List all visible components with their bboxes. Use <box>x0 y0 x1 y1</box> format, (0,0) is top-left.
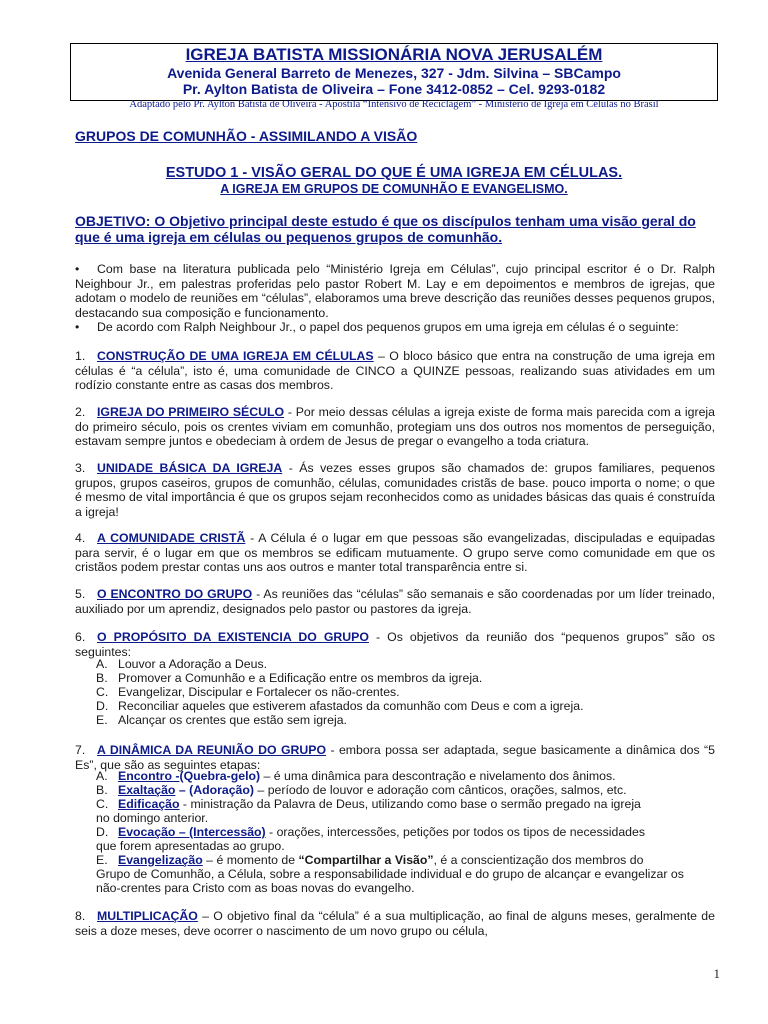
bullet-text: De acordo com Ralph Neighbour Jr., o papel dos pequenos grupos em uma igreja em células é o seguinte: <box>97 320 679 334</box>
list-text: Alcançar os crentes que estão sem igreja. <box>118 713 347 727</box>
item-number: 6. <box>75 630 86 644</box>
item-number: 5. <box>75 587 86 601</box>
list-keyword: Encontro - <box>118 769 180 783</box>
list-item <box>96 769 616 784</box>
numbered-item-3 <box>75 461 715 519</box>
list-item <box>96 671 482 686</box>
list-continuation: não-crentes para Cristo com as boas novas do evangelho. <box>96 881 415 895</box>
item-title: UNIDADE BÁSICA DA IGREJA <box>97 461 283 475</box>
numbered-item-4 <box>75 531 715 575</box>
item-title: A DINÂMICA DA REUNIÃO DO GRUPO <box>97 743 327 757</box>
numbered-item-5 <box>75 587 715 616</box>
page-number: 1 <box>713 966 720 981</box>
item-text: - embora possa ser adaptada, segue basicamente a dinâmica dos “5 Es”, que são as seguintes etapas: <box>75 743 715 772</box>
list-keyword: Exaltação <box>118 783 176 797</box>
list-text: - ministração da Palavra de Deus, utilizando como base o sermão pregado na igreja <box>179 797 641 811</box>
church-address: Avenida General Barreto de Menezes, 327 - Jdm. Silvina – SBCampo <box>167 65 621 81</box>
item-title: IGREJA DO PRIMEIRO SÉCULO <box>97 405 285 419</box>
objective: OBJETIVO: O Objetivo principal deste estudo é que os discípulos tenham uma visão geral do que é uma igreja em células ou pequenos grupos de comunhão. <box>75 213 696 245</box>
item-number: 1. <box>75 349 86 363</box>
list-text: Louvor a Adoração a Deus. <box>118 657 268 671</box>
church-name: IGREJA BATISTA MISSIONÁRIA NOVA JERUSALÉM <box>185 45 603 64</box>
list-letter: B. <box>96 671 108 685</box>
list-keyword-secondary: (Quebra-gelo) <box>179 769 261 783</box>
bullet-item <box>75 262 715 320</box>
list-letter: C. <box>96 685 109 699</box>
item-number: 8. <box>75 909 86 923</box>
bullet-item <box>75 320 715 335</box>
study-title: ESTUDO 1 - VISÃO GERAL DO QUE É UMA IGREJA EM CÉLULAS. <box>165 165 623 181</box>
credit-line: Adaptado pelo Pr. Aylton Batista de Oliveira - Apostila “Intensivo de Reciclagem” - Ministério de Igreja em Células no Brasil <box>129 99 659 110</box>
list-letter: B. <box>96 783 108 797</box>
numbered-item-2 <box>75 405 715 449</box>
numbered-item-6 <box>75 630 715 659</box>
item-number: 2. <box>75 405 86 419</box>
list-text: Promover a Comunhão e a Edificação entre os membros da igreja. <box>118 671 483 685</box>
study-subtitle: A IGREJA EM GRUPOS DE COMUNHÃO E EVANGELISMO. <box>220 182 568 196</box>
numbered-item-7 <box>75 743 715 772</box>
item-text: - A Célula é o lugar em que pessoas são evangelizadas, discipuladas e equipadas para servir, é o lugar em que os membros se edificam mutuamente. O grupo serve como comunidade em que os cristãos podem prestar contas uns aos outros e manter total transparência entre si. <box>75 531 715 574</box>
section-title: GRUPOS DE COMUNHÃO - ASSIMILANDO A VISÃO <box>75 128 418 144</box>
bullet-icon: • <box>75 320 80 334</box>
list-text: – período de louvor e adoração com cânticos, orações, salmos, etc. <box>254 783 627 797</box>
numbered-item-8 <box>75 909 715 938</box>
list-letter: A. <box>96 769 108 783</box>
pastor-contact: Pr. Aylton Batista de Oliveira – Fone 3412-0852 – Cel. 9293-0182 <box>182 81 606 97</box>
list-item <box>96 713 347 728</box>
item-number: 4. <box>75 531 86 545</box>
list-text: – é uma dinâmica para descontração e nivelamento dos ânimos. <box>260 769 616 783</box>
list-item <box>96 797 641 812</box>
item-number: 3. <box>75 461 86 475</box>
list-text: - orações, intercessões, petições por todos os tipos de necessidades <box>265 825 646 839</box>
list-text: Reconciliar aqueles que estiverem afastados da comunhão com Deus e com a igreja. <box>118 699 584 713</box>
list-letter: D. <box>96 825 109 839</box>
list-letter: E. <box>96 713 108 727</box>
list-continuation: no domingo anterior. <box>96 811 209 825</box>
numbered-item-1 <box>75 349 715 393</box>
list-item <box>96 685 400 700</box>
list-keyword-secondary: – (Adoração) <box>175 783 255 797</box>
item-title: MULTIPLICAÇÃO <box>97 909 198 923</box>
list-text: Evangelizar, Discipular e Fortalecer os não-crentes. <box>118 685 400 699</box>
item-text: - Ás vezes esses grupos são chamados de: grupos familiares, pequenos grupos, grupos caseiros, grupos de comunhão, células, comunidades cristãs de base. pouco importa o nome; o que é mesmo de vital importância é que os grupos sejam reconhecidos como as unidades básicas das quais é construída a igreja! <box>75 461 716 519</box>
list-letter: D. <box>96 699 109 713</box>
bullet-icon: • <box>75 262 80 276</box>
list-text: – é momento de <box>202 853 299 867</box>
item-text: - As reuniões das “células” são semanais e são coordenadas por um líder treinado, auxiliado por um aprendiz, designados pelo pastor ou pastores da igreja. <box>75 587 716 616</box>
list-letter: E. <box>96 853 108 867</box>
list-continuation: Grupo de Comunhão, a Célula, sobre a responsabilidade individual e do grupo de alcançar e evangelizar os <box>96 867 684 881</box>
item-number: 7. <box>75 743 86 757</box>
item-text: – O objetivo final da “célula” é a sua multiplicação, ao final de alguns meses, geralmente de seis a doze meses, deve ocorrer o nascimento de um novo grupo ou célula, <box>75 909 715 938</box>
item-text: - Por meio dessas células a igreja existe de forma mais parecida com a igreja do primeiro século, pois os crentes viviam em comunhão, protegiam uns dos outros nos momentos de perseguição, estavam sempre juntos e obedeciam à ordem de Jesus de pregar o evangelho a toda criatura. <box>75 405 715 448</box>
list-item <box>96 657 267 672</box>
list-keyword: Evangelização <box>118 853 203 867</box>
list-letter: A. <box>96 657 108 671</box>
item-title: CONSTRUÇÃO DE UMA IGREJA EM CÉLULAS <box>97 349 374 363</box>
item-title: O PROPÓSITO DA EXISTENCIA DO GRUPO <box>97 630 369 644</box>
list-keyword: Evocação – (Intercessão) <box>118 825 266 839</box>
list-text: , é a conscientização dos membros do <box>433 853 644 867</box>
list-item <box>96 825 645 840</box>
list-item <box>96 853 643 868</box>
list-item <box>96 699 583 714</box>
item-text: – O bloco básico que entra na construção de uma igreja em células é “a célula”, isto é, uma comunidade de CINCO a QUINZE pessoas, realizando suas atividades em um rodízio constante entre as casas dos membros. <box>75 349 715 392</box>
item-title: A COMUNIDADE CRISTÃ <box>97 531 246 545</box>
item-title: O ENCONTRO DO GRUPO <box>97 587 253 601</box>
list-letter: C. <box>96 797 109 811</box>
list-continuation: que forem apresentadas ao grupo. <box>96 839 285 853</box>
item-text: - Os objetivos da reunião dos “pequenos grupos” são os seguintes: <box>75 630 715 659</box>
list-keyword: Edificação <box>118 797 180 811</box>
list-emphasis: “Compartilhar a Visão” <box>298 853 434 867</box>
bullet-text: Com base na literatura publicada pelo “Ministério Igreja em Células”, cujo principal escritor é o Dr. Ralph Neighbour Jr., em palestras proferidas pelo pastor Robert M. Lay e em depoimentos e membros de igrejas, que adotam o modelo de reuniões em “células”, elaboramos uma breve descrição das reuniões desses pequenos grupos, destacando sua composição e funcionamento. <box>75 262 715 320</box>
list-item <box>96 783 627 798</box>
header-box <box>70 43 718 101</box>
